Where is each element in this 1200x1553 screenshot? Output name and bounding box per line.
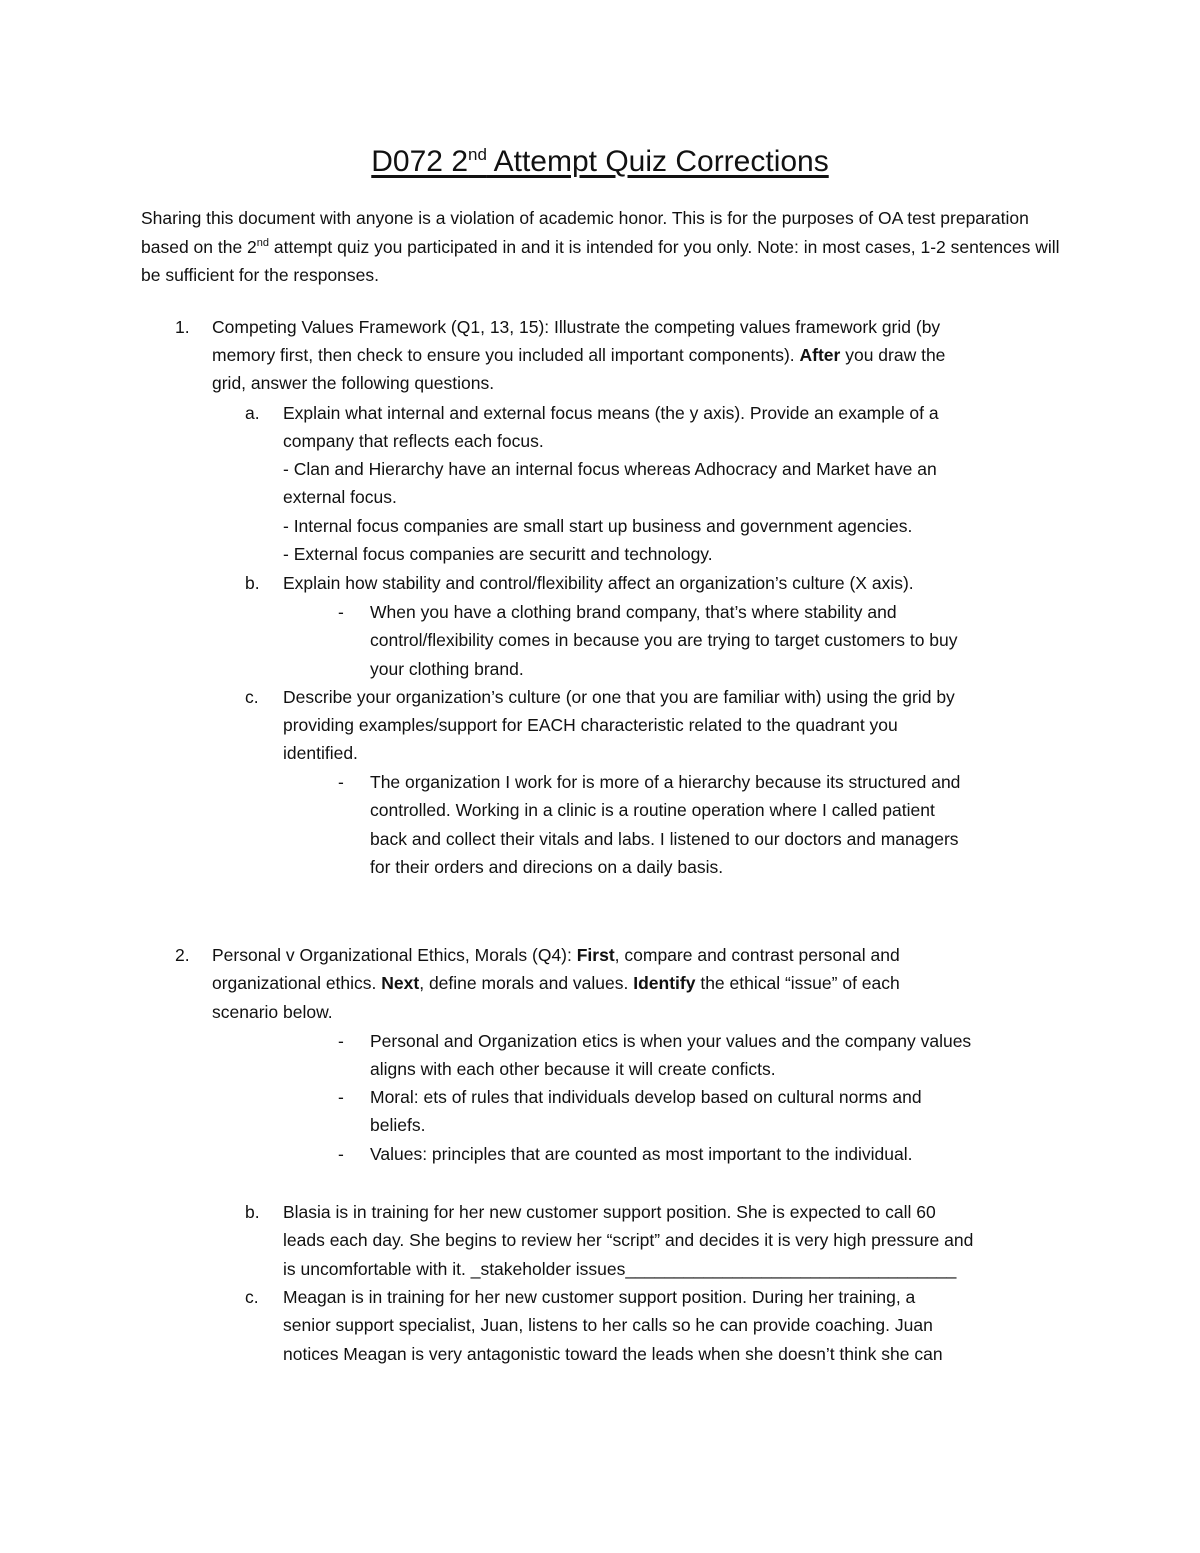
item-1a-line: - External focus companies are securitt and technology. [283,544,713,564]
question-1-line: grid, answer the following questions. [212,373,495,393]
question-2-text: Personal v Organizational Ethics, Morals (Q4): [212,945,577,965]
item-1b-answer-line: your clothing brand. [370,659,524,679]
item-1a-letter: a. [245,403,260,423]
item-2c-line: Meagan is in training for her new customer support position. During her training, a [283,1287,916,1307]
question-1-text: you draw the [840,345,946,365]
question-2-bold: Next [381,973,420,993]
answer-dash: - [338,602,344,622]
item-2b-line: Blasia is in training for her new customer support position. She is expected to call 60 [283,1202,936,1222]
question-2-answer-line: Values: principles that are counted as most important to the individual. [370,1144,913,1164]
question-2-text: , compare and contrast personal and [614,945,900,965]
title-text: D072 2 [371,145,469,178]
question-1-text: memory first, then check to ensure you included all important components). [212,345,800,365]
answer-dash: - [338,1031,344,1051]
intro-paragraph [141,204,1071,290]
item-1a-line: external focus. [283,487,397,507]
question-2-text: the ethical “issue” of each [695,973,900,993]
item-1c-answer-line: The organization I work for is more of a hierarchy because its structured and [370,772,961,792]
item-1a-line: Explain what internal and external focus means (the y axis). Provide an example of a [283,403,939,423]
item-2c-letter: c. [245,1287,259,1307]
answer-dash: - [338,772,344,792]
answer-dash: - [338,1087,344,1107]
question-2-line: scenario below. [212,1002,333,1022]
intro-superscript: nd [256,236,270,249]
page-title [0,142,1200,182]
question-2-text: , define morals and values. [419,973,634,993]
question-2-answer-line: Personal and Organization etics is when your values and the company values [370,1031,972,1051]
question-1-number: 1. [175,317,190,337]
question-1-line: Competing Values Framework (Q1, 13, 15): Illustrate the competing values framework grid (by [212,317,941,337]
answer-dash: - [338,1144,344,1164]
question-2-bold: First [576,945,615,965]
intro-text-1: Sharing this document with anyone is a violation of academic honor. This is for the purposes of OA test preparation based on the 2 [141,208,1029,257]
question-2-answer-line: Moral: ets of rules that individuals develop based on cultural norms and [370,1087,922,1107]
item-1c-answer-line: for their orders and direcions on a daily basis. [370,857,724,877]
item-2b-line: is uncomfortable with it. _stakeholder issues__________________________________ [283,1259,957,1279]
item-2b-line: leads each day. She begins to review her “script” and decides it is very high pressure and [283,1230,974,1250]
question-2-text: organizational ethics. [212,973,382,993]
title-text-rest: Attempt Quiz Corrections [486,145,829,178]
question-2-bold: Identify [633,973,696,993]
question-2-answer-line: aligns with each other because it will create conficts. [370,1059,776,1079]
question-2-line [212,941,900,969]
item-1c-answer-line: back and collect their vitals and labs. I listened to our doctors and managers [370,829,959,849]
item-1c-question-line: identified. [283,743,358,763]
item-2b-letter: b. [245,1202,260,1222]
item-2c-line: senior support specialist, Juan, listens to her calls so he can provide coaching. Juan [283,1315,933,1335]
item-1b-question: Explain how stability and control/flexibility affect an organization’s culture (X axis). [283,573,914,593]
intro-text-2: attempt quiz you participated in and it is intended for you only. Note: in most cases, 1-2 sentences will be sufficient for the responses. [141,236,1060,285]
item-1b-answer-line: control/flexibility comes in because you are trying to target customers to buy [370,630,958,650]
item-1b-answer-line: When you have a clothing brand company, that’s where stability and [370,602,897,622]
item-1c-letter: c. [245,687,259,707]
question-2-line [212,969,900,997]
item-2c-line: notices Meagan is very antagonistic toward the leads when she doesn’t think she can [283,1344,943,1364]
item-1c-question-line: providing examples/support for EACH characteristic related to the quadrant you [283,715,898,735]
title-superscript: nd [468,145,487,164]
item-1a-line: company that reflects each focus. [283,431,544,451]
item-1c-answer-line: controlled. Working in a clinic is a routine operation where I called patient [370,800,935,820]
item-1b-letter: b. [245,573,260,593]
question-1-bold: After [799,345,841,365]
item-1a-line: - Clan and Hierarchy have an internal focus whereas Adhocracy and Market have an [283,459,937,479]
question-1-line [212,341,945,369]
question-2-answer-line: beliefs. [370,1115,426,1135]
question-2-number: 2. [175,945,190,965]
item-1c-question-line: Describe your organization’s culture (or one that you are familiar with) using the grid by [283,687,955,707]
item-1a-line: - Internal focus companies are small start up business and government agencies. [283,516,913,536]
